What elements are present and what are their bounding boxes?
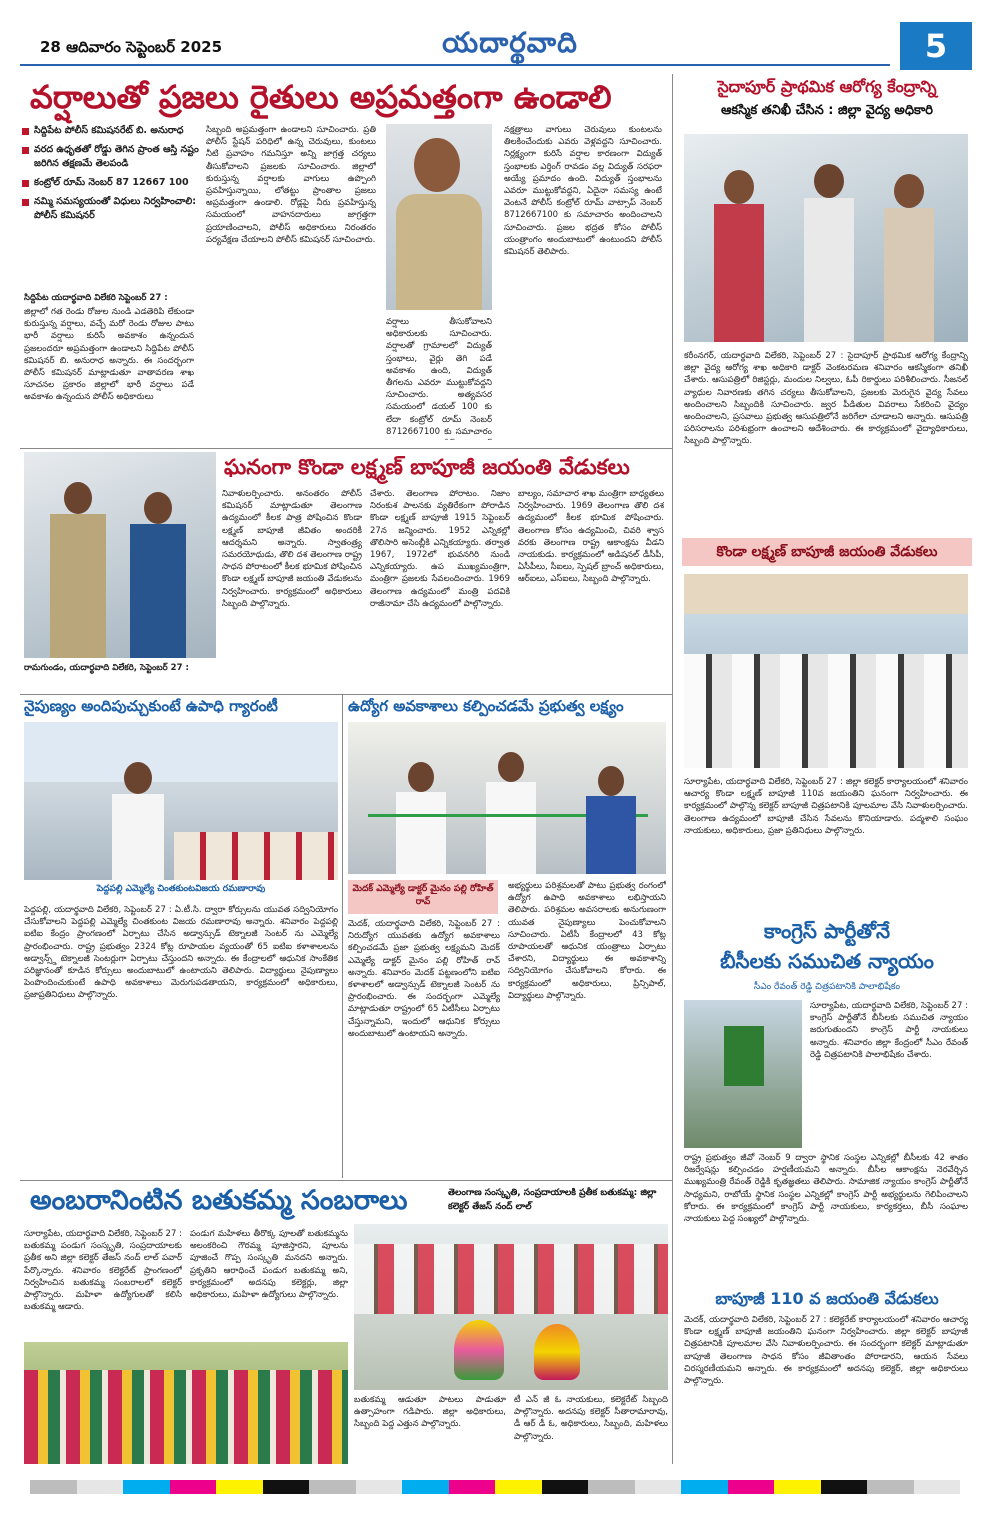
person-figure [498,752,524,782]
story2-caption: రామగుండం, యదార్థవాది విలేకరి, సెప్టెంబర్ 27 : [24,663,189,673]
story4-body-col1: మెదక్, యదార్థవాది విలేకరి, సెప్టెంబర్ 27 : నిరుద్యోగ యువతకు ఉద్యోగ అవకాశాలు కల్పించడమే ప్రజా ప్రభుత్వ లక్ష్యమని మెదక్ ఎమ్మెల్యే డాక్టర్ మైనం పల్లి రోహిత్ రావ్ అన్నారు. శనివారం మెదక్ పట్టణంలోని ఐటిఐ కళాశాలలో అడ్వాన్సుడ్ టెక్నాలజీ సెంటర్ ను ప్రారంభించారు. ఈ సందర్భంగా ఎమ్మెల్యే మాట్లాడుతూ రాష్ట్రంలో 65 ఏటీసీలు ఏర్పాటు చేస్తున్నామని, ఇందులో ఆధునిక కోర్సులు అందుబాటులో ఉంటాయని అన్నారు. [348,919,500,1039]
story1-bullet: కంట్రోల్ రూమ్ నెంబర్ 87 12667 100 [22,176,202,190]
seated-row [174,832,338,880]
story3-body: పెద్దపల్లి, యదార్థవాది విలేకరి, సెప్టెంబర్ 27 : ఏ.టీ.సి. ద్వారా కోర్సులను యువత సద్వినియోగం చేసుకోవాలని పెద్దపల్లి ఎమ్మెల్యే చింతకుంట విజయ రమణారావు అన్నారు. శనివారం పెద్దపల్లి ఐటిఐ కేంద్రం ప్రాంగణంలో ఏర్పాటు చేసిన అడ్వాన్సుడ్ టెక్నాలజీ సెంటర్ ను ఎమ్మెల్యే ప్రారంభించారు. రాష్ట్ర ప్రభుత్వం 2324 కోట్ల రూపాయల వ్యయంతో 65 ఐటిఐ కళాశాలలను అడ్వాన్స్డ్ టెక్నాలజీ సెంటర్లుగా ఏర్పాటు చేస్తుందని అన్నారు. ఈ కేంద్రాలలో ఆధునిక సాంకేతిక పరిజ్ఞానంతో కూడిన కోర్సులు అందుబాటులో ఉంటాయని తెలిపారు. విద్యార్థులు నైపుణ్యాలు పెంపొందించుకుంటే ఉపాధి అవకాశాలు మెరుగుపడతాయని, కార్యక్రమంలో అధికారులు, ప్రజాప్రతినిధులు పాల్గొన్నారు. [24,905,338,1001]
story2-headline: ఘనంగా కొండా లక్ష్మణ్ బాపూజీ జయంతి వేడుకలు [224,455,630,479]
right3-body2: రాష్ట్ర ప్రభుత్వం జీవో నెంబర్ 9 ద్వారా స్థానిక సంస్థల ఎన్నికల్లో బీసీలకు 42 శాతం రిజర్వేషన్లు కల్పించడం హర్షణీయమని అన్నారు. బీసీల ఆకాంక్షను నెరవేర్చిన ముఖ్యమంత్రి రేవంత్ రెడ్డికి కృతజ్ఞతలు తెలిపారు. సామాజిక న్యాయం కాంగ్రెస్ పార్టీతోనే సాధ్యమని, రాబోయే స్థానిక సంస్థల ఎన్నికల్లో కాంగ్రెస్ పార్టీ అభ్యర్థులను గెలిపించాలని కోరారు. ఈ కార్యక్రమంలో కాంగ్రెస్ పార్టీ నాయకులు, కార్యకర్తలు, బీసీ సంఘాల నాయకులు పెద్ద సంఖ్యలో పాల్గొన్నారు. [684,1153,968,1225]
crowd [354,1244,668,1314]
right1-headline1: సైదాపూర్ ప్రాథమిక ఆరోగ్య కేంద్రాన్ని [717,77,937,96]
person-body [486,782,536,874]
story1-bullet: వరద ఉధృతతో రోడ్డు తెగిన ప్రాంత ఆస్తి నష్టం జరిగిన తక్షణమే తెలపండి [22,143,202,171]
story2-body-col1: నివాళులర్పించారు. అనంతరం పోలీస్ కమిషనర్ మాట్లాడుతూ తెలంగాణ ఉద్యమంలో కీలక పాత్ర పోషించిన కొండా లక్ష్మణ్ బాపూజీ జీవితం అందరికీ ఆదర్శమని అన్నారు. స్వాతంత్ర్య సమరయోధుడు, తొలి దశ తెలంగాణ రాష్ట్ర సాధన పోరాటంలో కీలక భూమిక పోషించిన కొండా లక్ష్మణ్ బాపూజీ జయంతి వేడుకలను నిర్వహించారు. కార్యక్రమంలో అధికారులు సిబ్బంది పాల్గొన్నారు. [222,489,362,609]
person-body [586,796,636,874]
story3-caption: పెద్దపల్లి ఎమ్మెల్యే చింతకుంటవిజయ రమణారావు [96,884,266,894]
person-figure [408,762,434,792]
story1-bullet: సిద్దిపేట పోలీస్ కమిషనరేట్ బి. అనురాధ [22,124,202,138]
crowd [684,654,968,768]
person-body [50,514,106,658]
story5-body-col1: సూర్యాపేట, యదార్థవాది విలేకరి, సెప్టెంబర్ 27 : బతుకమ్మ పండుగ సంస్కృతి, సంప్రదాయాలకు ప్రతీక అని జిల్లా కలెక్టర్ తేజస్ నంద్ లాల్ పవార్ పేర్కొన్నారు. శనివారం కలెక్టరేట్ ప్రాంగణంలో నిర్వహించిన బతుకమ్మ సంబరాలలో కలెక్టర్ పాల్గొన్నారు. మహిళా ఉద్యోగులతో కలిసి బతుకమ్మ ఆడారు. [24,1229,182,1313]
portrait-head [414,138,460,192]
masthead-rule [20,64,890,66]
story3-headline: నైపుణ్యం అందిపుచ్చుకుంటే ఉపాధి గ్యారంటీ [24,697,278,715]
section-rule [20,448,672,449]
story5-subhead: తెలంగాణ సంస్కృతి, సంప్రదాయాలకి ప్రతీక బతుకమ్మ: జిల్లా కలెక్టర్ తేజస్ నంద్ లాల్ [448,1188,657,1212]
person-body [804,198,854,342]
story5-body-col3: బతుకమ్మ ఆడుతూ పాటలు పాడుతూ ఉత్సాహంగా గడిపారు. జిల్లా అధికారులు, సిబ్బంది పెద్ద ఎత్తున పాల్గొన్నారు. [354,1395,506,1430]
story1-bullets [22,124,202,228]
story4-caption: మెదక్ ఎమ్మెల్యే డాక్టర్ మైనం పల్లి రోహిత్ రావ్ [348,880,498,914]
right1-headline2: ఆకస్మిక తనిఖీ చేసిన : జిల్లా వైద్య అధికారి [720,103,933,118]
dancers-row [24,1370,348,1464]
medak-ribbon-cutting-photo [348,722,666,874]
story2-body-col3: బాల్యం, సమాచార శాఖ మంత్రిగా బాధ్యతలు నిర్వహించారు. 1969 తెలంగాణ తొలి దశ ఉద్యమంలో కీలక భూమిక పోషించారు. తెలంగాణ కోసం ఉద్యమించి, చివరి శ్వాస వరకు తెలంగాణ రాష్ట్ర ఆకాంక్షను వీడని నాయకుడు. కార్యక్రమంలో అడిషనల్ డీసీపీ, ఏసీపీలు, సీఐలు, స్పెషల్ బ్రాంచ్ అధికారులు, ఆర్ఐలు, ఎస్ఐలు, సిబ్బంది పాల్గొన్నారు. [518,489,664,585]
column-divider [672,74,673,1464]
story4-body-col2: అభ్యర్థులు పరిశ్రమలతో పాటు ప్రభుత్వ రంగంలో ఉద్యోగ ఉపాధి అవకాశాలు లభిస్తాయని తెలిపారు. పరిశ్రమల అవసరాలకు అనుగుణంగా యువత నైపుణ్యాలు పెంచుకోవాలని సూచించారు. ఏటీసీ కేంద్రాలలో 43 కోట్ల రూపాయలతో ఆధునిక యంత్రాలు ఏర్పాటు చేశారని, విద్యార్థులు ఈ అవకాశాన్ని సద్వినియోగం చేసుకోవాలని కోరారు. ఈ కార్యక్రమంలో అధికారులు, ప్రిన్సిపాల్, విద్యార్థులు పాల్గొన్నారు. [508,881,666,1001]
story5-headline: అంబరానింటిన బతుకమ్మ సంబరాలు [30,1185,408,1216]
person-figure [598,766,624,796]
person-figure [64,482,92,514]
person-figure [724,170,754,204]
right3-body1: సూర్యాపేట, యదార్థవాది విలేకరి, సెప్టెంబర్ 27 : కాంగ్రెస్ పార్టీతోనే బీసీలకు సముచిత న్యాయం జరుగుతుందని కాంగ్రెస్ పార్టీ నాయకులు అన్నారు. శనివారం జిల్లా కేంద్రంలో సీఎం రేవంత్ రెడ్డి చిత్రపటానికి పాలాభిషేకం చేశారు. [810,1001,968,1060]
portrait-uniform [396,194,482,310]
person-figure [814,164,844,198]
story1-body-col2: సిబ్బంది అప్రమత్తంగా ఉండాలని సూచించారు. ప్రతి పోలీస్ స్టేషన్ పరిధిలో ఉన్న చెరువులు, కుంటలు నీటి ప్రవాహం గమనిస్తూ అన్ని జాగ్రత్త చర్యలు తీసుకోవాలని ప్రజలకు సూచించారు. జిల్లాలో కురుస్తున్న వర్షాలకు వాగులు ఉప్పొంగి ప్రవహిస్తున్నాయి, లోతట్టు ప్రాంతాల ప్రజలు అప్రమత్తంగా ఉండాలి. రోడ్లపై నీరు ప్రవహిస్తున్న సమయంలో వాహనదారులు జాగ్రత్తగా ప్రయాణించాలని, పోలీస్ అధికారులు నిరంతరం పర్యవేక్షణ చేయాలని పోలీస్ కమిషనర్ సూచించారు. [206,125,376,245]
print-color-strip [30,1480,960,1494]
story1-dateline: సిద్దిపేట యదార్థవాది విలేకరి సెప్టెంబర్ 27 : [24,293,168,303]
section-rule [20,694,672,695]
masthead: యదార్థవాది [442,26,578,59]
right2-headline: కొండా లక్ష్మణ్ బాపూజీ జయంతి వేడుకలు [682,538,972,566]
story1-body-col1: జిల్లాలో గత రెండు రోజుల నుండి ఎడతెరిపి లేకుండా కురుస్తున్న వర్షాలు, వచ్చే మరో రెండు రోజుల పాటు భారీ వర్షాలు కురిసే అవకాశం ఉన్నందున ప్రజలందరూ అప్రమత్తంగా ఉండాలని సిద్దిపేట పోలీస్ కమిషనర్ బి. అనురాధ అన్నారు. ఈ సందర్భంగా పోలీస్ కమిషనర్ మాట్లాడుతూ వాతావరణ శాఖ సూచనల ప్రకారం జిల్లాలో భారీ వర్షాలు పడే అవకాశం ఉన్నందున పోలీస్ అధికారులు [24,307,194,403]
portrait-frame [724,1026,764,1086]
story1-headline: వర్షాలుతో ప్రజలు రైతులు అప్రమత్తంగా ఉండాలి [30,78,612,116]
bathukamma-flowers [534,1324,580,1380]
person-body [396,792,446,874]
speaker-figure [124,762,152,794]
police-commissioner-photo [386,124,492,310]
right4-headline: బాపూజీ 110 వ జయంతి వేడుకలు [715,1289,939,1308]
column-divider [342,694,343,1178]
right1-body: కరీంనగర్, యదార్థవాది విలేకరి, సెప్టెంబర్ 27 : సైదాపూర్ ప్రాథమిక ఆరోగ్య కేంద్రాన్ని జిల్లా వైద్య ఆరోగ్య శాఖ అధికారి డాక్టర్ వెంకటరమణ శనివారం ఆకస్మికంగా తనిఖీ చేశారు. ఆసుపత్రిలో రిజిస్టర్లు, మందుల నిల్వలు, ఓపీ రికార్డులు పరిశీలించారు. సీజనల్ వ్యాధుల నివారణకు తగిన చర్యలు తీసుకోవాలని, ప్రజలకు మెరుగైన వైద్య సేవలు అందించాలని సిబ్బందికి సూచించారు. జ్వర పీడితుల వివరాలు సేకరించి వైద్యం అందించాలని, ప్రసవాలు ప్రభుత్వ ఆసుపత్రిలోనే జరిగేలా చూడాలని అన్నారు. ఆసుపత్రి పరిసరాలను పరిశుభ్రంగా ఉంచాలని ఆదేశించారు. ఈ కార్యక్రమంలో వైద్యాధికారులు, సిబ్బంది పాల్గొన్నారు. [684,351,968,447]
banner [684,574,968,614]
bathukamma-dance-photo [24,1342,348,1464]
right2-body: సూర్యాపేట, యదార్థవాది విలేకరి, సెప్టెంబర్ 27 : జిల్లా కలెక్టర్ కార్యాలయంలో శనివారం ఆచార్య కొండా లక్ష్మణ్ బాపూజీ 110వ జయంతిని ఘనంగా నిర్వహించారు. ఈ కార్యక్రమంలో పాల్గొన్న కలెక్టర్ బాపూజీ చిత్రపటానికి పూలమాల వేసి నివాళులర్పించారు. తెలంగాణ ఉద్యమంలో బాపూజీ చేసిన సేవలను కొనియాడారు. పద్మశాలి సంఘం నాయకులు, అధికారులు, ప్రజా ప్రతినిధులు పాల్గొన్నారు. [684,777,968,836]
page-number: 5 [900,22,972,70]
story2-body-col2: చేశారు. తెలంగాణ పోరాటం. నిజాం నిరంకుశ పాలనకు వ్యతిరేకంగా పోరాడిన కొండా లక్ష్మణ్ బాపూజీ 1915 సెప్టెంబర్ 27న జన్మించారు. 1952 ఎన్నికల్లో తొలిసారి అసెంబ్లీకి ఎన్నికయ్యారు. తర్వాత 1967, 1972లో భువనగిరి నుండి ఎన్నికయ్యారు. ఉప ముఖ్యమంత్రిగా, మంత్రిగా ప్రజలకు సేవలందించారు. 1969 తెలంగాణ ఉద్యమంలో మంత్రి పదవికి రాజీనామా చేసి ఉద్యమంలో పాల్గొన్నారు. [370,489,510,609]
story5-body-col2: పండుగ మహిళలు తీరొక్క పూలతో బతుకమ్మను అలంకరించి గౌరమ్మ పూజిస్తారని, పూలను పూజించే గొప్ప సంస్కృతి మనదని అన్నారు. ప్రకృతిని ఆరాధించే పండుగ బతుకమ్మ అని, కార్యక్రమంలో అదనపు కలెక్టర్లు, జిల్లా అధికారులు, మహిళా ఉద్యోగులు పాల్గొన్నారు. [190,1229,348,1301]
right3-headline2: బీసీలకు సముచిత న్యాయం [720,949,934,973]
section-rule [20,1180,672,1181]
person-body [130,524,186,658]
story1-bullet: నమ్మి సమస్యయంతో విధులు నిర్వహించాలి: పోలీస్ కమిషనర్ [22,195,202,223]
health-center-photo [684,134,968,342]
right4-body: మెదక్, యదార్థవాది విలేకరి, సెప్టెంబర్ 27 : కలెక్టరేట్ కార్యాలయంలో శనివారం ఆచార్య కొండా లక్ష్మణ్ బాపూజీ జయంతిని ఘనంగా నిర్వహించారు. జిల్లా కలెక్టర్ బాపూజీ చిత్రపటానికి పూలమాల వేసి నివాళులర్పించారు. ఈ సందర్భంగా కలెక్టర్ మాట్లాడుతూ బాపూజీ తెలంగాణ సాధన కోసం జీవితాంతం పోరాడారని, ఆయన సేవలు చిరస్మరణీయమని అన్నారు. ఈ కార్యక్రమంలో అదనపు కలెక్టర్, జిల్లా అధికారులు పాల్గొన్నారు. [684,1315,968,1387]
palabhishekam-photo [684,1000,802,1148]
stage-banner [24,722,338,782]
peddapalli-event-photo [24,722,338,880]
bathukamma-flowers [454,1320,504,1380]
story1-body-col3: వర్షాలు తీసుకోవాలని అధికారులకు సూచించారు. వర్షాలతో గ్రామాలలో విద్యుత్ స్తంభాలు, వైర్లు తెగి పడే అవకాశం ఉంది, విద్యుత్ తీగలను ఎవరూ ముట్టుకోవద్దని సూచించారు. అత్యవసర సమయంలో డయల్ 100 కు లేదా కంట్రోల్ రూమ్ నెంబర్ 8712667100 కు సమాచారం [386,317,492,437]
story4-headline: ఉద్యోగ అవకాశాలు కల్పించడమే ప్రభుత్వ లక్ష్యం [348,697,624,715]
right3-subhead: సీఎం రేవంత్ రెడ్డి చిత్రపటానికి పాలాభిషేకం [753,982,901,992]
story5-body-col4: టీ ఎన్ జీ ఓ నాయకులు, కలెక్టరేట్ సిబ్బంది పాల్గొన్నారు. అదనపు కలెక్టర్ సీతారామారావు, డీ ఆర్ డీ ఓ, అధికారులు, సిబ్బంది, మహిళలు పాల్గొన్నారు. [514,1395,668,1442]
bapuji-jayanti-photo [684,574,968,768]
bapuji-tribute-photo [24,452,216,658]
bathukamma-collector-photo [354,1224,668,1390]
person-body [884,208,934,342]
right3-headline1: కాంగ్రెస్ పార్టీతోనే [764,919,890,943]
speaker-body [112,794,164,880]
story1-body-col4: నక్షత్రాలు వాగులు చెరువులు కుంటలను తిలకించేందుకు ఎవరు వెళ్లవద్దని సూచించారు. నిర్లక్ష్యంగా కురిసే వర్షాల కారణంగా విద్యుత్ స్తంభాలకు ఎర్తింగ్ రావడం వల్ల విద్యుత్ సరఫరా అయ్యే ప్రమాదం ఉంది. విద్యుత్ స్తంభాలను ఎవరూ ముట్టుకోవద్దని, ఏదైనా సమస్య ఉంటే వెంటనే పోలీస్ కంట్రోల్ రూమ్ వాట్సాప్ నెంబర్ 8712667100 కు సమాచారం అందించాలని సూచించారు. ప్రజల భద్రత కోసం పోలీస్ యంత్రాంగం అందుబాటులో ఉంటుందని పోలీస్ కమిషనర్ తెలిపారు. [504,125,662,258]
person-figure [144,492,172,524]
person-body [714,204,764,342]
issue-date: 28 ఆదివారం సెప్టెంబర్ 2025 [40,38,223,56]
person-figure [894,174,924,208]
